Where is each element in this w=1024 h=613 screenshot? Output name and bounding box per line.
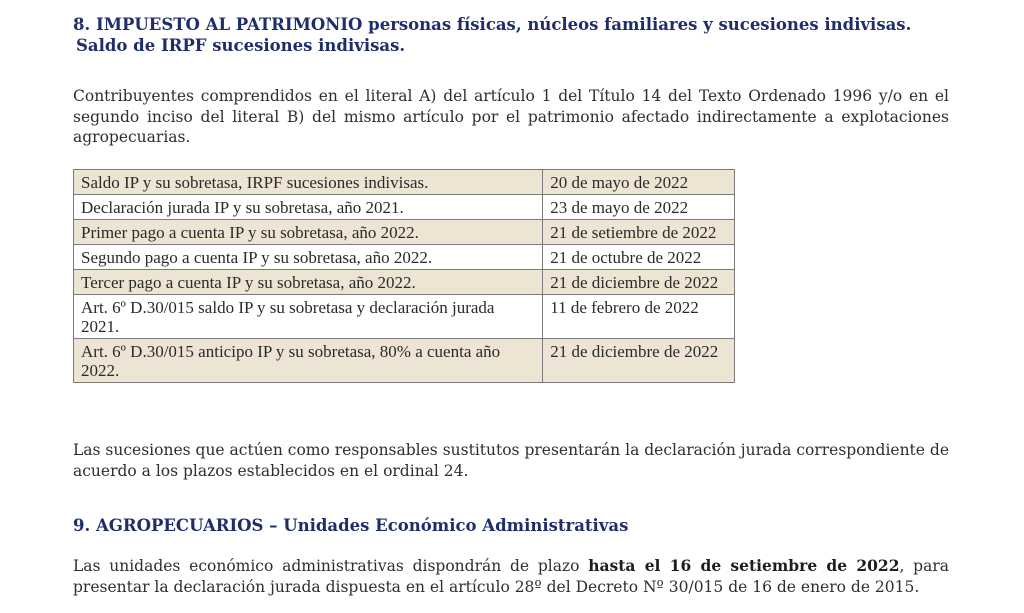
- section-9-text-after: , para presentar la declaración jurada dispuesta en el artículo 28º del Decreto Nº 30/015 de 16 de enero de 2015.: [73, 557, 949, 596]
- concept-cell: Saldo IP y su sobretasa, IRPF sucesiones indivisas.: [74, 170, 543, 195]
- concept-cell: Declaración jurada IP y su sobretasa, año 2021.: [74, 195, 543, 220]
- date-cell: 21 de setiembre de 2022: [543, 220, 735, 245]
- due-dates-table: [73, 169, 735, 383]
- date-cell: 21 de diciembre de 2022: [543, 270, 735, 295]
- table-row: [74, 295, 735, 339]
- concept-cell: Segundo pago a cuenta IP y su sobretasa, año 2022.: [74, 245, 543, 270]
- concept-cell: Art. 6º D.30/015 anticipo IP y su sobretasa, 80% a cuenta año 2022.: [74, 339, 543, 383]
- concept-cell: Tercer pago a cuenta IP y su sobretasa, año 2022.: [74, 270, 543, 295]
- concept-cell: Art. 6º D.30/015 saldo IP y su sobretasa y declaración jurada 2021.: [74, 295, 543, 339]
- table-row: [74, 170, 735, 195]
- table-row: [74, 195, 735, 220]
- section-9-deadline: hasta el 16 de setiembre de 2022: [588, 556, 900, 575]
- section-8-heading-line1: 8. IMPUESTO AL PATRIMONIO personas físicas, núcleos familiares y sucesiones indivisas.: [73, 15, 912, 34]
- date-cell: 20 de mayo de 2022: [543, 170, 735, 195]
- section-9-text: [73, 556, 949, 597]
- section-9-text-before: Las unidades económico administrativas dispondrán de plazo: [73, 557, 589, 575]
- table-row: [74, 339, 735, 383]
- concept-cell: Primer pago a cuenta IP y su sobretasa, año 2022.: [74, 220, 543, 245]
- date-cell: 21 de octubre de 2022: [543, 245, 735, 270]
- table-row: [74, 270, 735, 295]
- section-8-note: Las sucesiones que actúen como responsables sustitutos presentarán la declaración jurada correspondiente de acuerdo a los plazos establecidos en el ordinal 24.: [73, 441, 949, 480]
- date-cell: 11 de febrero de 2022: [543, 295, 735, 339]
- section-8-intro: Contribuyentes comprendidos en el literal A) del artículo 1 del Título 14 del Texto Ordenado 1996 y/o en el segundo inciso del literal B) del mismo artículo por el patrimonio afectado indirectamente a explotaciones agropecuarias.: [73, 87, 949, 146]
- table-row: [74, 245, 735, 270]
- section-9-heading: 9. AGROPECUARIOS – Unidades Económico Administrativas: [73, 516, 629, 535]
- section-8-heading: [73, 14, 963, 56]
- section-8-heading-line2: Saldo de IRPF sucesiones indivisas.: [76, 36, 406, 55]
- date-cell: 23 de mayo de 2022: [543, 195, 735, 220]
- table-row: [74, 220, 735, 245]
- date-cell: 21 de diciembre de 2022: [543, 339, 735, 383]
